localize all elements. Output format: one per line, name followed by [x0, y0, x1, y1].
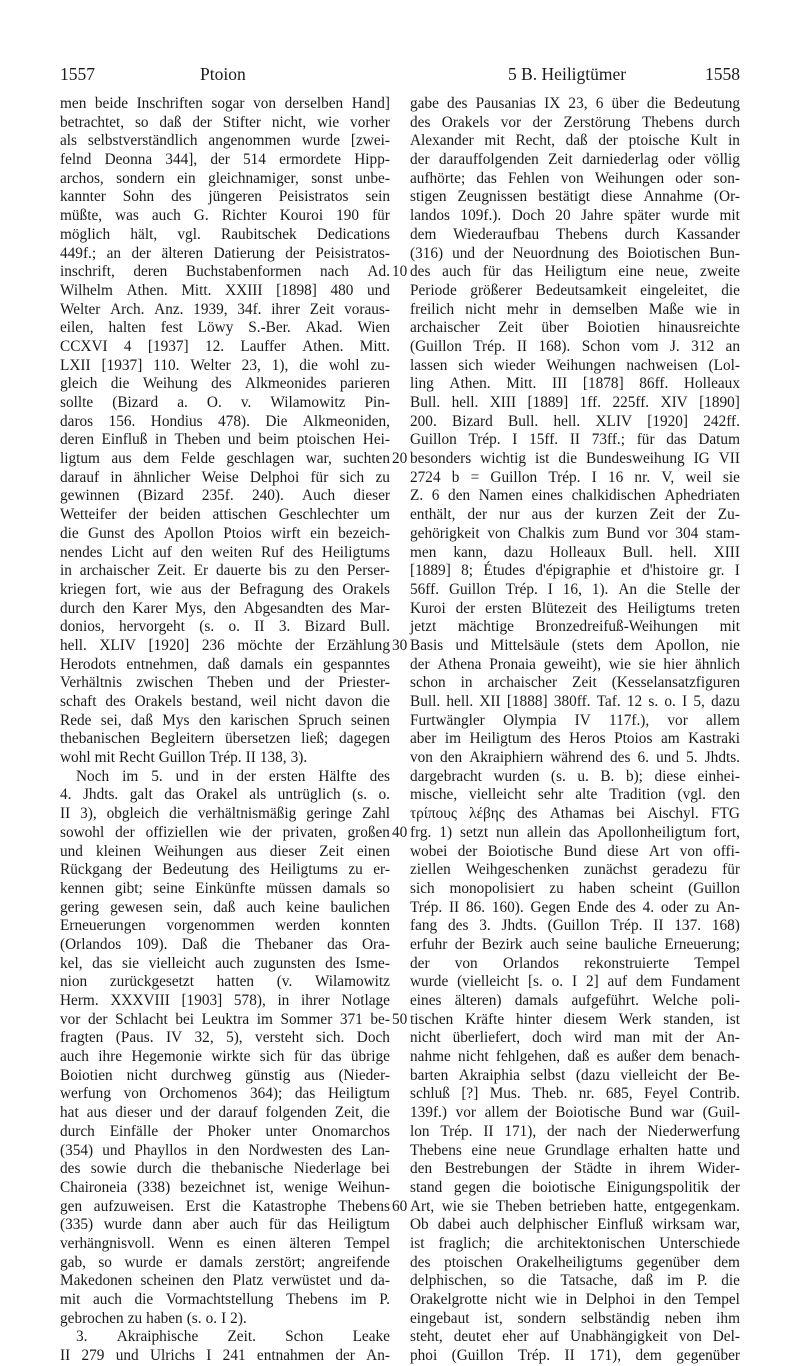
text-line: dargebracht wurden (s. u. B. b); diese einhei-: [410, 767, 740, 785]
text-line: auch ihre Hegemonie wirkte sich für das übrige: [60, 1048, 390, 1066]
text-line: Basis und Mittelsäule (stets dem Apollon, nie: [410, 636, 740, 654]
text-line: gabe des Pausanias IX 23, 6 über die Bedeutung: [410, 95, 740, 112]
text-line: des Orakels vor der Zerstörung Thebens durch: [410, 113, 740, 131]
text-line: felnd Deonna 344], der 514 ermordete Hipp-: [60, 151, 390, 169]
text-line: verhängnisvoll. Wenn es einen älteren Tempel: [60, 1234, 390, 1252]
text-line: tischen Kräfte hinter diesem Werk standen, ist: [410, 1010, 740, 1028]
text-line: men kann, dazu Holleaux Bull. hell. XIII: [410, 543, 740, 561]
text-line: frg. 1) setzt nun allein das Apollonheiligtum fort,: [410, 823, 740, 841]
text-line: gen aufzuweisen. Erst die Katastrophe Thebens: [60, 1197, 390, 1215]
text-line: Alexander mit Recht, daß der ptoische Kult in: [410, 132, 740, 150]
text-line: 56ff. Guillon Trép. I 16, 1). An die Stelle der: [410, 580, 740, 598]
text-line: II 279 und Ulrichs I 241 entnahmen der An-: [60, 1347, 390, 1365]
text-line: Orakelgrotte nicht wie in Delphoi in den Tempel: [410, 1291, 740, 1308]
text-line: sich monopolisiert zu haben scheint (Guillon: [410, 879, 740, 897]
text-line: Z. 6 den Namen eines chalkidischen Aphedriaten: [410, 487, 740, 505]
line-number: 30: [392, 637, 408, 655]
text-line: 139f.) vor allem der Boiotische Bund war (Guil-: [410, 1104, 740, 1122]
text-line: 449f.; an der älteren Datierung der Peisistratos-: [60, 244, 390, 262]
text-line: delphischen, so die Tatsache, daß im P. die: [410, 1272, 740, 1290]
text-line: 4. Jhdts. galt das Orakel als untrüglich (s. o.: [60, 786, 390, 804]
text-line: vor der Schlacht bei Leuktra im Sommer 371 be-: [60, 1010, 390, 1028]
text-line: sollte (Bizard a. O. v. Wilamowitz Pin-: [60, 394, 390, 411]
text-line: durch Einfälle der Phoker unter Onomarchos: [60, 1122, 390, 1140]
left-column: [60, 95, 390, 1366]
text-line: (Guillon Trép. II 168). Schon vom J. 312 an: [410, 337, 740, 355]
text-line: ligtum aus dem Felde geschlagen war, suchten: [60, 450, 390, 468]
text-line: Rede sei, daß Mys den karischen Spruch seinen: [60, 711, 390, 729]
text-line: thebanischen Begleitern übersetzen ließ; dagegen: [60, 730, 390, 748]
text-line: gewinnen (Bizard 235f. 240). Auch dieser: [60, 487, 390, 505]
page-header: [60, 62, 740, 86]
text-line: gebrochen zu haben (s. o. I 2).: [60, 1309, 247, 1327]
text-line: LXII [1937] 110. Welter 23, 1), die wohl zu-: [60, 356, 390, 374]
text-line: Trép. II 86. 160). Gegen Ende des 4. oder zu An-: [410, 898, 740, 916]
column-number-right: 1558: [705, 64, 740, 84]
line-number: 60: [392, 1198, 408, 1216]
text-line: nicht überliefert, doch wird man mit der An-: [410, 1029, 740, 1047]
text-line: Bull. hell. XII [1888] 380ff. Taf. 12 s. o. I 5, dazu: [410, 693, 740, 710]
text-line: sowohl der offiziellen wie der privaten, großen: [60, 823, 390, 841]
text-line: deren Einfluß in Theben und beim ptoischen Hei-: [60, 431, 390, 449]
text-line: ist fraglich; die architektonischen Unterschiede: [410, 1234, 740, 1252]
text-line: ling Athen. Mitt. III [1878] 86ff. Holleaux: [410, 375, 740, 393]
text-line: des sowie durch die thebanische Niederlage bei: [60, 1160, 390, 1178]
text-line: als selbstverständlich angenommen wurde [zwei-: [60, 132, 390, 150]
text-line: inschrift, deren Buchstabenformen nach Ad.: [60, 263, 390, 281]
text-line: den Bestrebungen der Städte in ihrem Wider-: [410, 1160, 740, 1178]
line-number: 20: [392, 450, 408, 468]
text-line: men beide Inschriften sogar von derselben Hand]: [60, 95, 390, 112]
text-line: Furtwängler Olympia IV 117f.), vor allem: [410, 711, 740, 729]
text-line: Bull. hell. XIII [1889] 1ff. 225ff. XIV [1890]: [410, 394, 740, 411]
text-line: steht, deutet eher auf Unabhängigkeit von Del-: [410, 1328, 740, 1346]
text-line: Erneuerungen vorgenommen werden konnten: [60, 917, 390, 935]
text-line: nion zurückgesetzt hatten (v. Wilamowitz: [60, 973, 390, 991]
text-line: landos 109f.). Doch 20 Jahre später wurde mit: [410, 207, 740, 225]
text-line: fragten (Paus. IV 32, 5), versteht sich. Doch: [60, 1029, 390, 1047]
text-line: nendes Licht auf den weiten Ruf des Heiligtums: [60, 543, 390, 561]
text-line: stigen Zeugnissen bestätigt diese Annahme (Or-: [410, 188, 740, 206]
text-line: gering gewesen sein, daß auch keine baulichen: [60, 898, 390, 916]
column-number-left: 1557: [60, 64, 95, 84]
text-line: mische, vielleicht sehr alte Tradition (vgl. den: [410, 786, 740, 804]
text-line: Ob dabei auch delphischer Einfluß wirksam war,: [410, 1216, 740, 1234]
text-line: Welter Arch. Anz. 1939, 34f. ihrer Zeit voraus-: [60, 300, 390, 318]
text-line: (316) und der Neuordnung des Boiotischen Bun-: [410, 244, 740, 262]
text-line: durch den Karer Mys, den Abgesandten des Mar-: [60, 599, 390, 617]
text-line: phoi (Guillon Trép. II 171), dem gegenüber: [410, 1347, 740, 1365]
text-line: eilen, halten fest Löwy S.-Ber. Akad. Wien: [60, 319, 390, 337]
text-line: stand gegen die boiotische Einigungspolitik der: [410, 1178, 740, 1196]
text-line: der Athena Pronaia geweiht), wie sie hier ähnlich: [410, 655, 740, 673]
text-line: Makedonen scheinen den Platz verwüstet und da-: [60, 1272, 390, 1290]
text-line: Wetteifer der beiden attischen Geschlechter um: [60, 506, 390, 524]
text-line: 2724 b = Guillon Trép. I 16 nr. V, weil sie: [410, 468, 740, 486]
text-line: und kleinen Weihungen aus dieser Zeit einen: [60, 842, 390, 860]
text-line: Wilhelm Athen. Mitt. XXIII [1898] 480 und: [60, 281, 390, 299]
text-line: 3. Akraiphische Zeit. Schon Leake: [76, 1328, 390, 1346]
text-line: daros 156. Hondius 478). Die Alkmeoniden,: [60, 412, 390, 430]
text-line: (335) wurde dann aber auch für das Heiligtum: [60, 1216, 390, 1234]
text-line: fang des 3. Jhdts. (Guillon Trép. II 137. 168): [410, 917, 740, 935]
text-line: ziellen Weihgeschenken zunächst geradezu für: [410, 861, 740, 879]
text-line: die Gunst des Apollon Ptoios wirft ein bezeich-: [60, 524, 390, 542]
text-line: donios, hervorgeht (s. o. II 3. Bizard Bull.: [60, 618, 390, 636]
text-line: der darauffolgenden Zeit darniederlag oder völlig: [410, 151, 740, 169]
text-line: Kuroi der ersten Blütezeit des Heiligtums treten: [410, 599, 740, 617]
text-line: Thebens eine neue Grundlage erhalten hatte und: [410, 1141, 740, 1159]
text-line: erfuhr der Bezirk auch seine bauliche Erneuerung;: [410, 935, 740, 953]
text-line: dem Wiederaufbau Thebens durch Kassander: [410, 225, 740, 243]
text-line: Art, wie sie Theben betrieben hatte, entgegenkam.: [410, 1197, 740, 1215]
text-line: schaft des Orakels bestand, weil nicht davon die: [60, 693, 390, 710]
text-line: Guillon Trép. I 15ff. II 73ff.; für das Datum: [410, 431, 740, 449]
text-line: werfung von Orchomenos 364); das Heiligtum: [60, 1085, 390, 1103]
text-line: kel, das sie vielleicht auch zugunsten des Isme-: [60, 954, 390, 972]
text-line: Verhältnis zwischen Theben und der Priester-: [60, 674, 390, 692]
text-line: enthält, der nur aus der kurzen Zeit der Zu-: [410, 506, 740, 524]
text-line: kriegen fort, wie aus der Befragung des Orakels: [60, 580, 390, 598]
text-line: gab, so wurde er damals zerstört; angreifende: [60, 1253, 390, 1271]
section-title: 5 B. Heiligtümer: [508, 64, 627, 84]
text-line: wobei der Boiotische Bund diese Art von offi-: [410, 842, 740, 860]
text-line: müßte, was auch G. Richter Kouroi 190 für: [60, 207, 390, 225]
text-line: aber im Heiligtum des Heros Ptoios am Kastraki: [410, 730, 740, 748]
text-line: in archaischer Zeit. Er dauerte bis zu den Perser-: [60, 562, 390, 580]
text-line: 200. Bizard Bull. hell. XLIV [1920] 242ff.: [410, 412, 740, 430]
text-line: (Orlandos 109). Daß die Thebaner das Ora-: [60, 935, 390, 953]
text-line: τρίπους λέβης des Athamas bei Aischyl. FTG: [410, 805, 740, 823]
text-line: II 3), obgleich die verhältnismäßig geringe Zahl: [60, 805, 390, 823]
line-number: 50: [392, 1011, 408, 1029]
text-line: Periode größerer Bedeutsamkeit eingeleitet, die: [410, 281, 740, 299]
text-line: eingebaut ist, sondern selbständig neben ihm: [410, 1309, 740, 1327]
text-line: wohl mit Recht Guillon Trép. II 138, 3).: [60, 749, 308, 767]
text-line: besonders wichtig ist die Bundesweihung IG VII: [410, 450, 740, 468]
text-line: lassen sich wieder Weihungen nachweisen (Lol-: [410, 356, 740, 374]
text-line: nahme nicht fehlgehen, daß es außer dem benach-: [410, 1048, 740, 1066]
text-line: wurde (vielleicht [s. o. I 2] auf dem Fundament: [410, 973, 740, 991]
line-number: 10: [392, 263, 408, 281]
text-line: kennen gibt; seine Einkünfte müssen damals so: [60, 879, 390, 897]
text-line: möglich hält, vgl. Raubitschek Dedications: [60, 225, 390, 243]
text-line: schon in archaischer Zeit (Kesselansatzfiguren: [410, 674, 740, 692]
text-line: gleich die Weihung des Alkmeonides parieren: [60, 375, 390, 393]
text-line: betrachtet, so daß der Stifter nicht, wie vorher: [60, 113, 390, 131]
text-line: des ptoischen Orakelheiligtums gegenüber dem: [410, 1253, 740, 1271]
running-title: Ptoion: [200, 64, 246, 84]
text-line: [1889] 8; Études d'épigraphie et d'histoire gr. I: [410, 562, 740, 580]
text-line: Noch im 5. und in der ersten Hälfte des: [76, 767, 390, 785]
text-line: schluß [?] Mus. Theb. nr. 685, Feyel Contrib.: [410, 1085, 740, 1103]
text-line: darauf in ähnlicher Weise Delphoi für sich zu: [60, 468, 390, 486]
text-line: des auch für das Heiligtum eine neue, zweite: [410, 263, 740, 281]
text-line: hell. XLIV [1920] 236 möchte der Erzählung: [60, 636, 390, 654]
text-line: gehörigkeit von Chalkis zum Bund vor 304 stam-: [410, 524, 740, 542]
text-line: von den Akraiphiern während des 6. und 5. Jhdts.: [410, 749, 740, 767]
line-number: 40: [392, 824, 408, 842]
text-line: freilich nicht mehr in demselben Maße wie in: [410, 300, 740, 318]
text-line: lon Trép. II 171), der nach der Niederwerfung: [410, 1122, 740, 1140]
text-line: eines älteren) damals aufgeführt. Welche poli-: [410, 992, 740, 1009]
text-line: hat aus dieser und der darauf folgenden Zeit, die: [60, 1104, 390, 1122]
text-line: mit auch die Vormachtstellung Thebens im P.: [60, 1291, 390, 1308]
text-line: Herodots entnehmen, daß damals ein gespanntes: [60, 655, 390, 673]
text-line: jetzt mächtige Bronzedreifuß-Weihungen mit: [410, 618, 740, 636]
right-column: [410, 95, 740, 1366]
text-line: kannter Sohn des jüngeren Peisistratos sein: [60, 188, 390, 206]
text-line: CCXVI 4 [1937] 12. Lauffer Athen. Mitt.: [60, 337, 390, 355]
text-line: Boiotien nicht durchweg günstig aus (Nieder-: [60, 1066, 390, 1084]
text-line: archos, sondern ein gleichnamiger, sonst unbe-: [60, 169, 390, 187]
text-line: archaischer Zeit über Boiotien hinausreichte: [410, 319, 740, 337]
text-line: aufhörte; das Fehlen von Weihungen oder son-: [410, 169, 740, 187]
text-line: (354) und Phayllos in den Nordwesten des Lan-: [60, 1141, 390, 1159]
text-line: Herm. XXXVIII [1903] 578), in ihrer Notlage: [60, 992, 390, 1009]
text-line: Rückgang der Bedeutung des Heiligtums zu er-: [60, 861, 390, 879]
text-line: barten Akraiphia selbst (dazu vielleicht der Be-: [410, 1066, 740, 1084]
text-line: der von Orlandos rekonstruierte Tempel: [410, 954, 740, 972]
text-line: Chaironeia (338) bezeichnet ist, wenige Weihun-: [60, 1178, 390, 1196]
